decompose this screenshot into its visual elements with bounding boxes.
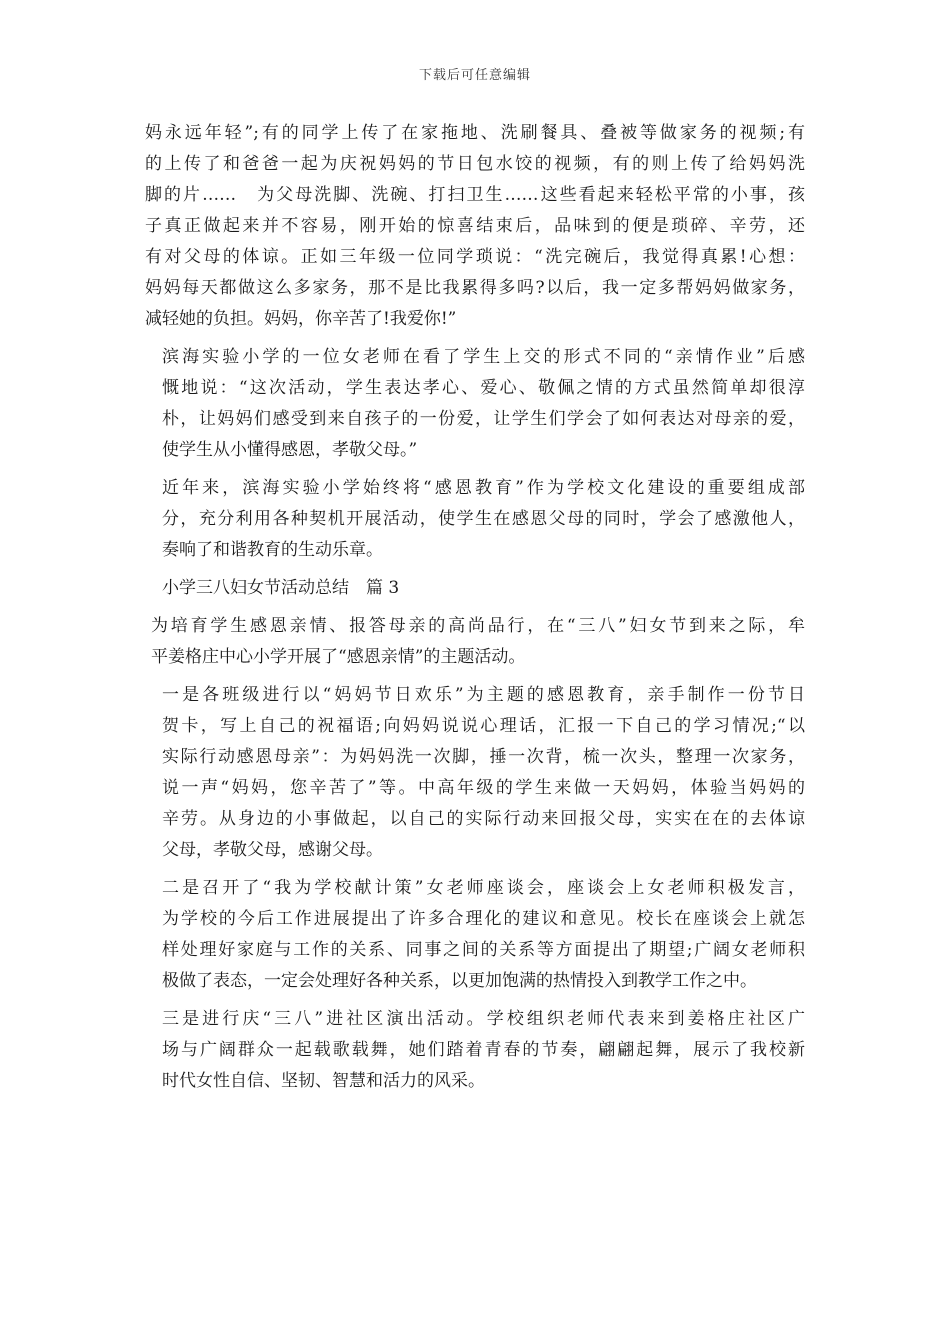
text-line: 有对父母的体谅。正如三年级一位同学琐说：“洗完碗后，我觉得真累!心想： bbox=[145, 247, 805, 267]
text-line: 滨海实验小学的一位女老师在看了学生上交的形式不同的“亲情作业”后感 bbox=[162, 347, 805, 367]
text-line: 分，充分利用各种契机开展活动，使学生在感恩父母的同时，学会了感激他人， bbox=[162, 509, 805, 529]
text-line: 说一声“妈妈，您辛苦了”等。中高年级的学生来做一天妈妈，体验当妈妈的 bbox=[162, 778, 805, 798]
text-line: 时代女性自信、坚韧、智慧和活力的风采。 bbox=[162, 1071, 485, 1091]
paragraph-gap bbox=[145, 997, 805, 1004]
paragraph-gap bbox=[145, 335, 805, 342]
text-line: 小学三八妇女节活动总结 篇 3 bbox=[162, 578, 400, 598]
text-line: 样处理好家庭与工作的关系、同事之间的关系等方面提出了期望;广阔女老师积 bbox=[162, 940, 805, 960]
text-line: 三是进行庆“三八”进社区演出活动。学校组织老师代表来到姜格庄社区广 bbox=[162, 1009, 805, 1029]
text-line: 父母，孝敬父母，感谢父母。 bbox=[162, 840, 383, 860]
paragraph-gap bbox=[145, 566, 805, 573]
paragraph-gap bbox=[145, 604, 805, 611]
paragraph bbox=[145, 1004, 805, 1097]
text-line: 使学生从小懂得感恩，孝敬父母。” bbox=[162, 440, 418, 460]
text-line: 朴，让妈妈们感受到来自孩子的一份爱，让学生们学会了如何表达对母亲的爱， bbox=[162, 409, 805, 429]
text-line: 慨地说：“这次活动，学生表达孝心、爱心、敬佩之情的方式虽然简单却很淳 bbox=[162, 378, 805, 398]
text-line: 减轻她的负担。妈妈，你辛苦了!我爱你!” bbox=[145, 309, 457, 329]
paragraph bbox=[145, 473, 805, 566]
text-line: 子真正做起来并不容易，刚开始的惊喜结束后，品味到的便是琐碎、辛劳，还 bbox=[145, 216, 805, 236]
paragraph bbox=[145, 573, 805, 604]
text-line: 贺卡，写上自己的祝福语;向妈妈说说心理话，汇报一下自己的学习情况;“以 bbox=[162, 716, 805, 736]
paragraph bbox=[145, 873, 805, 997]
text-line: 场与广阔群众一起载歌载舞，她们踏着青春的节奏，翩翩起舞，展示了我校新 bbox=[162, 1040, 805, 1060]
text-line: 平姜格庄中心小学开展了“感恩亲情”的主题活动。 bbox=[151, 647, 526, 667]
text-line: 脚的片…… 为父母洗脚、洗碗、打扫卫生……这些看起来轻松平常的小事，孩 bbox=[145, 185, 805, 205]
paragraph-gap bbox=[145, 866, 805, 873]
text-line: 实际行动感恩母亲”：为妈妈洗一次脚，捶一次背，梳一次头，整理一次家务， bbox=[162, 747, 805, 767]
paragraph bbox=[145, 342, 805, 466]
text-line: 极做了表态，一定会处理好各种关系，以更加饱满的热情投入到教学工作之中。 bbox=[162, 971, 757, 991]
paragraph bbox=[145, 118, 805, 335]
page-header: 下载后可任意编辑 bbox=[418, 68, 531, 83]
text-line: 为学校的今后工作进展提出了许多合理化的建议和意见。校长在座谈会上就怎 bbox=[162, 909, 805, 929]
paragraph bbox=[145, 680, 805, 866]
text-line: 一是各班级进行以“妈妈节日欢乐”为主题的感恩教育，亲手制作一份节日 bbox=[162, 685, 805, 705]
text-line: 的上传了和爸爸一起为庆祝妈妈的节日包水饺的视频，有的则上传了给妈妈洗 bbox=[145, 154, 805, 174]
text-line: 辛劳。从身边的小事做起，以自己的实际行动来回报父母，实实在在的去体谅 bbox=[162, 809, 805, 829]
text-line: 妈永远年轻”;有的同学上传了在家拖地、洗刷餐具、叠被等做家务的视频;有 bbox=[145, 123, 805, 143]
text-line: 近年来，滨海实验小学始终将“感恩教育”作为学校文化建设的重要组成部 bbox=[162, 478, 805, 498]
text-line: 为培育学生感恩亲情、报答母亲的高尚品行，在“三八”妇女节到来之际，牟 bbox=[151, 616, 805, 636]
document-body bbox=[145, 118, 805, 1097]
text-line: 奏响了和谐教育的生动乐章。 bbox=[162, 540, 383, 560]
paragraph-gap bbox=[145, 673, 805, 680]
paragraph bbox=[145, 611, 805, 673]
text-line: 妈妈每天都做这么多家务，那不是比我累得多吗?以后，我一定多帮妈妈做家务， bbox=[145, 278, 805, 298]
text-line: 二是召开了“我为学校献计策”女老师座谈会，座谈会上女老师积极发言， bbox=[162, 878, 805, 898]
paragraph-gap bbox=[145, 466, 805, 473]
